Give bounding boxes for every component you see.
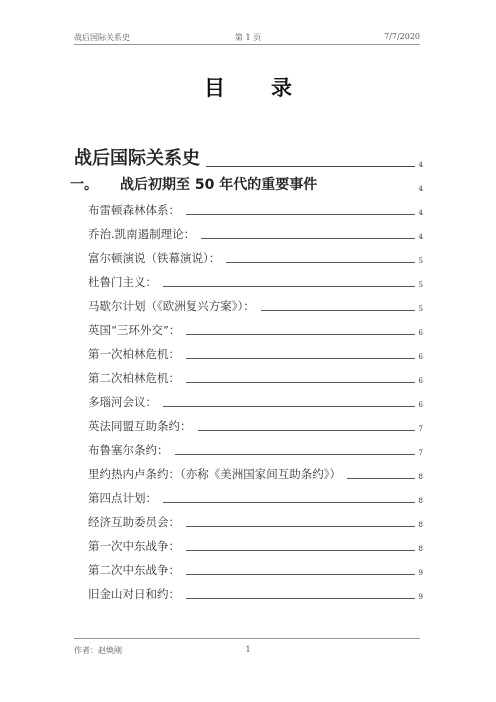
toc-page-number: 5 — [418, 257, 423, 265]
toc-page-number: 9 — [418, 569, 423, 577]
toc-entry[interactable] — [88, 410, 423, 434]
toc-entry-label: 里约热内卢条约：（亦称《美洲国家间互助条约》） — [88, 467, 341, 481]
header-date: 7/7/2020 — [384, 32, 420, 41]
toc-entry[interactable] — [88, 554, 423, 578]
toc-entry[interactable] — [88, 194, 423, 218]
toc-entry-label: 富尔顿演说（铁幕演说）： — [88, 251, 221, 265]
toc-leader-line — [186, 358, 415, 359]
toc-leader-line — [163, 502, 415, 503]
toc-entry[interactable] — [88, 386, 423, 410]
footer-page-number: 1 — [245, 645, 251, 654]
toc-leader-line — [186, 334, 414, 335]
toc-entry-label: 旧金山对日和约： — [88, 587, 180, 601]
footer-rule — [74, 638, 420, 639]
toc-page-number: 8 — [418, 497, 423, 505]
toc-page-number: 7 — [418, 449, 423, 457]
toc-entry[interactable] — [88, 530, 423, 554]
toc-entry-label: 第二次中东战争： — [88, 563, 180, 577]
toc-page-number: 5 — [418, 305, 423, 313]
toc-entry[interactable] — [88, 578, 423, 602]
toc-chapter-entry[interactable] — [74, 144, 423, 170]
toc-section-number: 一。 — [70, 177, 98, 193]
toc-entry-label: 第一次中东战争： — [88, 539, 180, 553]
toc-entry[interactable] — [88, 242, 423, 266]
toc-entry[interactable] — [88, 362, 423, 386]
toc-entry[interactable] — [88, 314, 423, 338]
toc-entry-label: 英国“三环外交”： — [88, 323, 181, 337]
toc-page-number: 8 — [418, 521, 423, 529]
toc-title-char-1: 目 — [204, 75, 225, 100]
toc-leader-line — [163, 406, 415, 407]
toc-leader-line — [186, 382, 415, 383]
toc-leader-line — [186, 550, 415, 551]
toc-section-entry[interactable] — [70, 172, 423, 194]
toc-page-number: 7 — [418, 425, 423, 433]
toc-leader-line — [201, 238, 414, 239]
toc-leader-line — [261, 310, 415, 311]
toc-entry-list — [74, 194, 423, 602]
toc-page-number: 4 — [418, 233, 423, 241]
toc-page-number: 6 — [418, 401, 423, 409]
toc-section-label: 战后初期至 50 年代的重要事件 — [120, 177, 318, 193]
toc-entry[interactable] — [88, 338, 423, 362]
header-rule — [74, 44, 420, 45]
header-left-title: 战后国际关系史 — [74, 33, 130, 42]
toc-page-number: 4 — [418, 161, 423, 169]
toc-leader-line — [198, 430, 415, 431]
toc-entry-label: 第一次柏林危机： — [88, 347, 180, 361]
toc-entry[interactable] — [88, 506, 423, 530]
toc-leader-line — [186, 214, 415, 215]
toc-title-char-2: 录 — [271, 75, 292, 100]
toc-title — [0, 72, 496, 102]
toc-entry-label: 布鲁塞尔条约： — [88, 443, 169, 457]
toc-entry[interactable] — [88, 434, 423, 458]
toc-entry-label: 乔治.凯南遏制理论： — [88, 227, 196, 241]
table-of-contents — [70, 144, 423, 602]
header-page-number: 第 1 页 — [234, 33, 262, 42]
toc-page-number: 5 — [418, 281, 423, 289]
toc-entry-label: 第二次柏林危机： — [88, 371, 180, 385]
toc-page-number: 8 — [418, 545, 423, 553]
toc-page-number: 6 — [418, 377, 423, 385]
toc-leader-line — [226, 262, 414, 263]
toc-leader-line — [186, 598, 415, 599]
toc-leader-line — [206, 166, 415, 167]
footer-author: 作者：赵焕刚 — [74, 646, 122, 655]
toc-entry[interactable] — [88, 266, 423, 290]
toc-leader-line — [175, 454, 415, 455]
toc-entry-label: 多瑙河会议： — [88, 395, 157, 409]
toc-entry[interactable] — [88, 218, 423, 242]
toc-page-number: 4 — [418, 209, 423, 217]
toc-entry[interactable] — [88, 458, 423, 482]
toc-page-number: 6 — [418, 353, 423, 361]
toc-leader-line — [186, 574, 415, 575]
toc-entry-label: 经济互助委员会： — [88, 515, 180, 529]
toc-entry[interactable] — [88, 290, 423, 314]
toc-leader-line — [186, 526, 415, 527]
toc-page-number: 6 — [418, 329, 423, 337]
toc-page-number: 9 — [418, 593, 423, 601]
toc-leader-line — [347, 478, 415, 479]
toc-chapter-label: 战后国际关系史 — [74, 148, 200, 169]
toc-page-number: 8 — [418, 473, 423, 481]
toc-entry-label: 布雷顿森林体系： — [88, 203, 180, 217]
toc-entry-label: 杜鲁门主义： — [88, 275, 157, 289]
toc-entry-label: 马歇尔计划（《欧洲复兴方案》）： — [88, 299, 255, 313]
toc-entry[interactable] — [88, 482, 423, 506]
toc-entry-label: 第四点计划： — [88, 491, 157, 505]
toc-page-number: 4 — [418, 185, 423, 193]
toc-leader-line — [163, 286, 415, 287]
toc-entry-label: 英法同盟互助条约： — [88, 419, 192, 433]
